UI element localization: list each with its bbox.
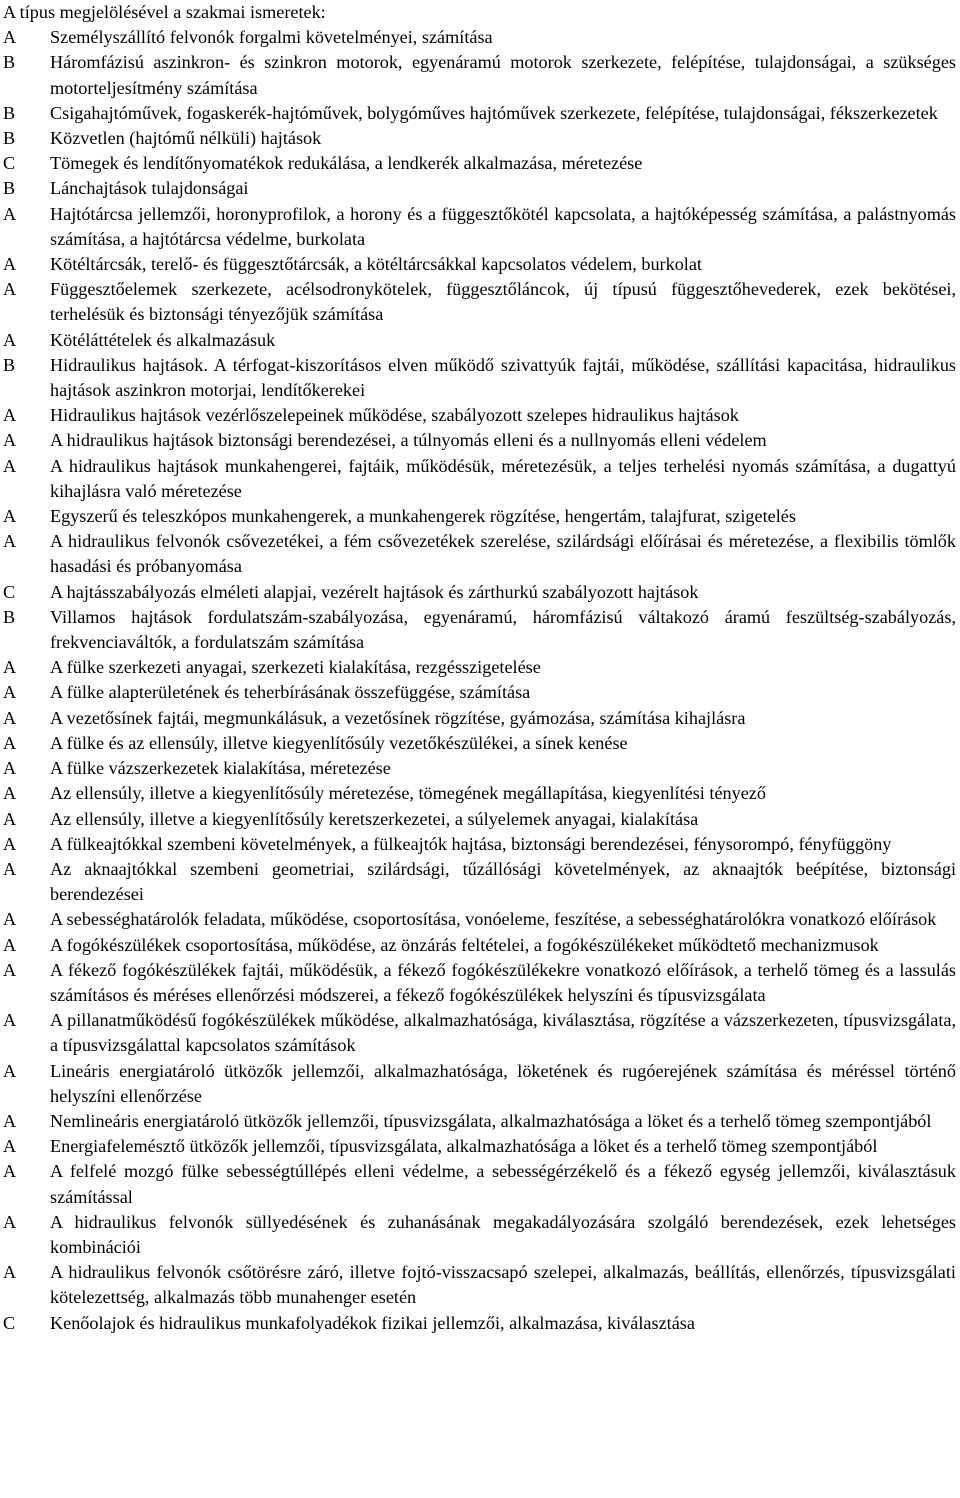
grade-letter: C: [3, 581, 16, 602]
grade-letter: A: [3, 279, 17, 300]
grade-letter: A: [3, 1211, 17, 1232]
list-item: [3, 277, 956, 327]
grade-letter: A: [3, 732, 17, 753]
topic-text: Közvetlen (hajtómű nélküli) hajtások: [50, 128, 322, 149]
topic-text: Személyszállító felvonók forgalmi követelményei, számítása: [50, 27, 493, 48]
topic-text: Háromfázisú aszinkron- és szinkron motorok, egyenáramú motorok szerkezete, felépítése, tulajdonságai, a szükséges motorteljesítmény számítása: [50, 52, 956, 98]
grade-letter: A: [3, 254, 17, 275]
grade-letter: A: [3, 1110, 17, 1131]
list-item: [3, 1311, 956, 1336]
grade-letter: A: [3, 682, 17, 703]
grade-letter: B: [3, 354, 16, 375]
topic-text: A fülke és az ellensúly, illetve kiegyenlítősúly vezetőkészülékei, a sínek kenése: [50, 732, 628, 753]
topic-list: [3, 25, 956, 1336]
topic-text: A fülke alapterületének és teherbírásának összefüggése, számítása: [50, 682, 531, 703]
grade-letter: A: [3, 1136, 17, 1157]
topic-text: Hidraulikus hajtások vezérlőszelepeinek működése, szabályozott szelepes hidraulikus hajtások: [50, 405, 739, 426]
grade-letter: B: [3, 128, 16, 149]
list-item: [3, 1210, 956, 1260]
list-item: [3, 680, 956, 705]
grade-letter: A: [3, 203, 17, 224]
list-item: [3, 1159, 956, 1209]
list-item: [3, 454, 956, 504]
list-item: [3, 328, 956, 353]
list-item: [3, 1008, 956, 1058]
topic-text: Függesztőelemek szerkezete, acélsodronykötelek, függesztőláncok, új típusú függesztőhevederek, ezek bekötései, terhelésük és biztonsági tényezőjük számítása: [50, 279, 956, 325]
list-item: [3, 101, 956, 126]
grade-letter: B: [3, 52, 16, 73]
list-item: [3, 151, 956, 176]
grade-letter: A: [3, 27, 17, 48]
topic-text: Lineáris energiatároló ütközők jellemzői, alkalmazhatósága, löketének és rugóerejének számítása és méréssel történő helyszíni ellenőrzése: [50, 1060, 956, 1106]
topic-text: Kötéltárcsák, terelő- és függesztőtárcsák, a kötéltárcsákkal kapcsolatos védelem, burkolat: [50, 254, 702, 275]
document-heading: A típus megjelölésével a szakmai ismeretek:: [3, 2, 326, 22]
topic-text: Kenőolajok és hidraulikus munkafolyadékok fizikai jellemzői, alkalmazása, kiválasztása: [50, 1312, 695, 1333]
topic-text: Kötéláttételek és alkalmazásuk: [50, 329, 276, 350]
grade-letter: A: [3, 1161, 17, 1182]
grade-letter: A: [3, 858, 17, 879]
topic-text: A pillanatműködésű fogókészülékek működése, alkalmazhatósága, kiválasztása, rögzítése a vázszerkezeten, típusvizsgálata, a típusvizsgálattal kapcsolatos számítások: [50, 1010, 956, 1056]
list-item: [3, 353, 956, 403]
list-item: [3, 403, 956, 428]
list-item: [3, 1059, 956, 1109]
grade-letter: A: [3, 405, 17, 426]
grade-letter: A: [3, 808, 17, 829]
grade-letter: A: [3, 783, 17, 804]
topic-text: A hidraulikus felvonók csővezetékei, a fém csővezetékek szerelése, szilárdsági előírásai és méretezése, a flexibilis tömlők hasadási és próbanyomása: [50, 531, 956, 577]
list-item: [3, 756, 956, 781]
topic-text: A hidraulikus felvonók csőtörésre záró, illetve fojtó-visszacsapó szelepei, alkalmazás, beállítás, ellenőrzés, típusvizsgálati kötelezettség, alkalmazás több munahenger esetén: [50, 1262, 956, 1308]
list-item: [3, 933, 956, 958]
grade-letter: A: [3, 455, 17, 476]
topic-text: A fülke szerkezeti anyagai, szerkezeti kialakítása, rezgésszigetelése: [50, 657, 541, 678]
list-item: [3, 706, 956, 731]
topic-text: Villamos hajtások fordulatszám-szabályozása, egyenáramú, háromfázisú váltakozó áramú feszültség-szabályozás, frekvenciaváltók, a fordulatszám számítása: [50, 606, 956, 653]
list-item: [3, 1134, 956, 1159]
topic-text: Energiafelemésztő ütközők jellemzői, típusvizsgálata, alkalmazhatósága a löket és a terhelő tömeg szempontjából: [50, 1136, 878, 1157]
list-item: [3, 907, 956, 932]
list-item: [3, 428, 956, 453]
topic-text: A hidraulikus hajtások munkahengerei, fajtáik, működésük, méretezésük, a teljes terhelési nyomás számítása, a dugattyú kihajlásra való méretezése: [50, 455, 956, 501]
topic-text: A felfelé mozgó fülke sebességtúllépés elleni védelme, a sebességérzékelő és a fékező egység jellemzői, kiválasztásuk számítással: [50, 1161, 956, 1207]
topic-text: Az ellensúly, illetve a kiegyenlítősúly keretszerkezetei, a súlyelemek anyagai, kialakítása: [50, 808, 699, 829]
list-item: [3, 731, 956, 756]
list-item: [3, 50, 956, 100]
topic-text: Az ellensúly, illetve a kiegyenlítősúly méretezése, tömegének megállapítása, kiegyenlítési tényező: [50, 783, 766, 804]
topic-text: Egyszerű és teleszkópos munkahengerek, a munkahengerek rögzítése, hengertám, talajfurat, szigetelés: [50, 506, 796, 527]
list-item: [3, 529, 956, 579]
grade-letter: A: [3, 758, 17, 779]
grade-letter: A: [3, 1060, 17, 1081]
list-item: [3, 504, 956, 529]
grade-letter: C: [3, 1312, 16, 1333]
grade-letter: A: [3, 1262, 17, 1283]
list-item: [3, 958, 956, 1008]
list-item: [3, 807, 956, 832]
topic-text: Hajtótárcsa jellemzői, horonyprofilok, a horony és a függesztőkötél kapcsolata, a hajtóképesség számítása, a palástnyomás számítása, a hajtótárcsa védelme, burkolata: [50, 203, 956, 249]
grade-letter: B: [3, 102, 16, 123]
grade-letter: A: [3, 531, 17, 552]
grade-letter: C: [3, 153, 16, 174]
topic-text: A fékező fogókészülékek fajtái, működésük, a fékező fogókészülékekre vonatkozó előírások, a terhelő tömeg és a lassulás számításos és méréses ellenőrzési módszerei, a fékező fogókészülékek helyszíni és típusvizsgálata: [50, 959, 956, 1005]
list-item: [3, 781, 956, 806]
grade-letter: A: [3, 934, 17, 955]
topic-text: Nemlineáris energiatároló ütközők jellemzői, típusvizsgálata, alkalmazhatósága a löket és a terhelő tömeg szempontjából: [50, 1110, 932, 1131]
list-item: [3, 25, 956, 50]
grade-letter: B: [3, 606, 16, 627]
list-item: [3, 857, 956, 907]
grade-letter: A: [3, 959, 17, 980]
grade-letter: A: [3, 707, 17, 728]
topic-text: Lánchajtások tulajdonságai: [50, 178, 249, 199]
grade-letter: A: [3, 657, 17, 678]
topic-text: A hajtásszabályozás elméleti alapjai, vezérelt hajtások és zárthurkú szabályozott hajtások: [50, 581, 699, 602]
grade-letter: A: [3, 909, 17, 930]
list-item: [3, 1109, 956, 1134]
grade-letter: A: [3, 833, 17, 854]
topic-text: A fogókészülékek csoportosítása, működése, az önzárás feltételei, a fogókészülékeket működtető mechanizmusok: [50, 934, 879, 955]
topic-text: A vezetősínek fajtái, megmunkálásuk, a vezetősínek rögzítése, gyámozása, számítása kihajlásra: [50, 707, 746, 728]
topic-text: Csigahajtóművek, fogaskerék-hajtóművek, bolygóműves hajtóművek szerkezete, felépítése, tulajdonságai, fékszerkezetek: [50, 102, 938, 123]
list-item: [3, 252, 956, 277]
list-item: [3, 1260, 956, 1310]
list-item: [3, 655, 956, 680]
grade-letter: B: [3, 178, 16, 199]
topic-text: A hidraulikus felvonók süllyedésének és zuhanásának megakadályozására szolgáló berendezések, ezek lehetséges kombinációi: [50, 1211, 956, 1257]
list-item: [3, 176, 956, 201]
topic-text: A hidraulikus hajtások biztonsági berendezései, a túlnyomás elleni és a nullnyomás elleni védelem: [50, 430, 767, 451]
grade-letter: A: [3, 1010, 17, 1031]
grade-letter: A: [3, 430, 17, 451]
list-item: [3, 202, 956, 252]
topic-text: A fülke vázszerkezetek kialakítása, méretezése: [50, 758, 391, 779]
topic-text: A fülkeajtókkal szembeni követelmények, a fülkeajtók hajtása, biztonsági berendezései, fénysorompó, fényfüggöny: [50, 833, 892, 854]
topic-text: Az aknaajtókkal szembeni geometriai, szilárdsági, tűzállósági követelmények, az aknaajtók beépítése, biztonsági berendezései: [50, 858, 956, 905]
topic-text: Tömegek és lendítőnyomatékok redukálása, a lendkerék alkalmazása, méretezése: [50, 153, 643, 174]
list-item: [3, 605, 956, 655]
list-item: [3, 580, 956, 605]
topic-text: Hidraulikus hajtások. A térfogat-kiszorításos elven működő szivattyúk fajtái, működése, szállítási kapacitása, hidraulikus hajtások aszinkron motorjai, lendítőkerekei: [50, 354, 956, 401]
list-item: [3, 832, 956, 857]
grade-letter: A: [3, 329, 17, 350]
list-item: [3, 126, 956, 151]
topic-text: A sebességhatárolók feladata, működése, csoportosítása, vonóeleme, feszítése, a sebességhatárolókra vonatkozó előírások: [50, 909, 937, 930]
grade-letter: A: [3, 506, 17, 527]
